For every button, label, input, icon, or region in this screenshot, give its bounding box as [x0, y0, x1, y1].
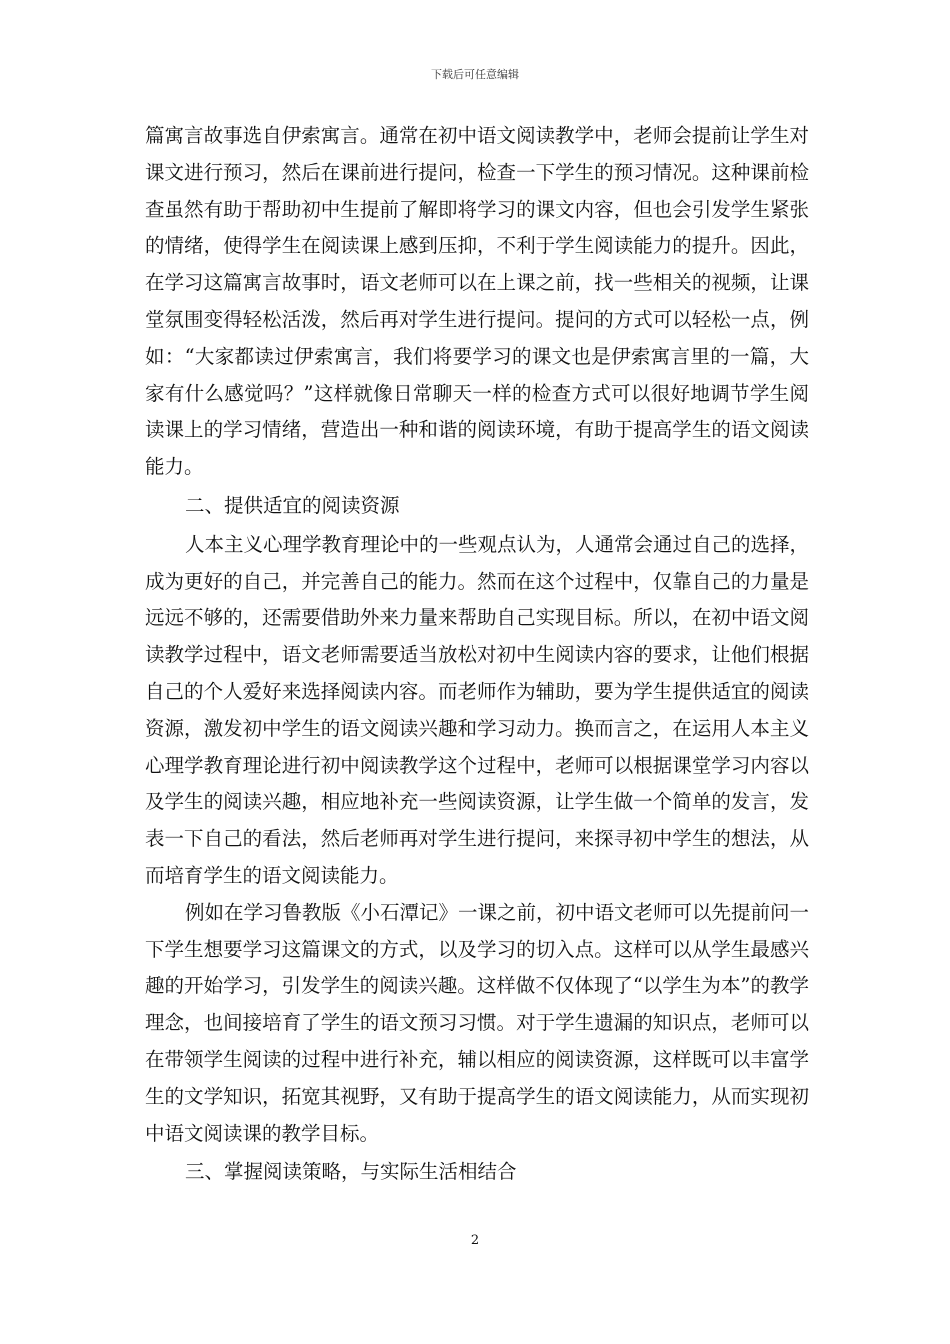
section-heading: 二、提供适宜的阅读资源 [185, 493, 400, 517]
body-paragraph: 篇寓言故事选自伊索寓言。通常在初中语文阅读教学中，老师会提前让学生对课文进行预习，然后在课前进行提问，检查一下学生的预习情况。这种课前检查虽然有助于帮助初中生提前了解即将学习的课文内容，但也会引发学生紧张的情绪，使得学生在阅读课上感到压抑，不利于学生阅读能力的提升。因此，在学习这篇寓言故事时，语文老师可以在上课之前，找一些相关的视频，让课堂氛围变得轻松活泼，然后再对学生进行提问。提问的方式可以轻松一点，例如：“大家都读过伊索寓言，我们将要学习的课文也是伊索寓言里的一篇，大家有什么感觉吗？”这样就像日常聊天一样的检查方式可以很好地调节学生阅读课上的学习情绪，营造出一种和谐的阅读环境，有助于提高学生的语文阅读能力。 [145, 124, 809, 479]
page-number: 2 [470, 1233, 480, 1248]
document-body [145, 118, 809, 1193]
page-header: 下载后可任意编辑 [431, 68, 519, 81]
body-paragraph: 人本主义心理学教育理论中的一些观点认为，人通常会通过自己的选择，成为更好的自己，并完善自己的能力。然而在这个过程中，仅靠自己的力量是远远不够的，还需要借助外来力量来帮助自己实现目标。所以，在初中语文阅读教学过程中，语文老师需要适当放松对初中生阅读内容的要求，让他们根据自己的个人爱好来选择阅读内容。而老师作为辅助，要为学生提供适宜的阅读资源，激发初中学生的语文阅读兴趣和学习动力。换而言之，在运用人本主义心理学教育理论进行初中阅读教学这个过程中，老师可以根据课堂学习内容以及学生的阅读兴趣，相应地补充一些阅读资源，让学生做一个简单的发言，发表一下自己的看法，然后老师再对学生进行提问，来探寻初中学生的想法，从而培育学生的语文阅读能力。 [145, 532, 810, 887]
body-paragraph: 例如在学习鲁教版《小石潭记》一课之前，初中语文老师可以先提前问一下学生想要学习这篇课文的方式，以及学习的切入点。这样可以从学生最感兴趣的开始学习，引发学生的阅读兴趣。这样做不仅体现了“以学生为本”的教学理念，也间接培育了学生的语文预习习惯。对于学生遗漏的知识点，老师可以在带领学生阅读的过程中进行补充，辅以相应的阅读资源，这样既可以丰富学生的文学知识，拓宽其视野，又有助于提高学生的语文阅读能力，从而实现初中语文阅读课的教学目标。 [145, 900, 810, 1145]
section-heading: 三、掌握阅读策略，与实际生活相结合 [185, 1160, 517, 1184]
